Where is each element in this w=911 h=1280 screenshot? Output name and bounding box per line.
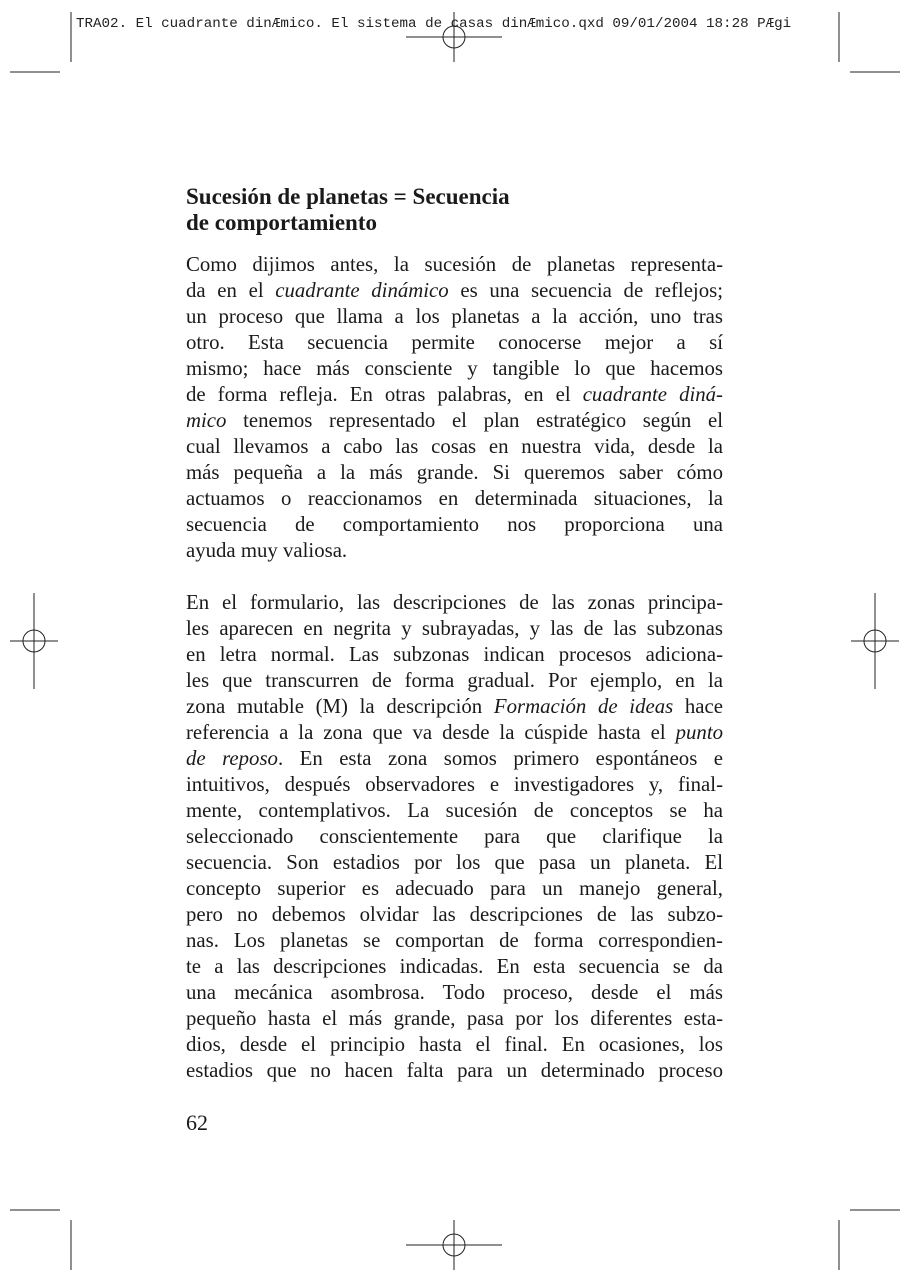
text-line: [186, 460, 723, 486]
text-line: [186, 278, 723, 304]
text-run: ayuda muy valiosa.: [186, 539, 348, 562]
paragraph: [186, 252, 723, 564]
text-line: [186, 1006, 723, 1032]
text-line: [186, 772, 723, 798]
text-line: [186, 486, 723, 512]
text-run: secuencia de comportamiento nos proporciona una: [186, 513, 723, 536]
italic-text: mico: [186, 409, 227, 432]
text-run: un proceso que llama a los planetas a la acción, uno tras: [186, 305, 723, 328]
text-line: [186, 694, 723, 720]
text-run: te a las descripciones indicadas. En esta secuencia se da: [186, 955, 723, 978]
text-line: [186, 538, 723, 564]
text-run: nas. Los planetas se comportan de forma correspondien-: [186, 929, 723, 952]
section-heading: [186, 184, 626, 236]
text-run: da en el: [186, 279, 276, 302]
text-line: [186, 1058, 723, 1084]
text-line: [186, 798, 723, 824]
text-run: otro. Esta secuencia permite conocerse mejor a sí: [186, 331, 723, 354]
text-run: una mecánica asombrosa. Todo proceso, desde el más: [186, 981, 723, 1004]
text-line: [186, 668, 723, 694]
paragraph: [186, 590, 723, 1084]
text-run: mismo; hace más consciente y tangible lo que hacemos: [186, 357, 723, 380]
text-run: pero no debemos olvidar las descripciones de las subzo-: [186, 903, 723, 926]
text-run: es una secuencia de reflejos;: [448, 279, 723, 302]
text-run: actuamos o reaccionamos en determinada situaciones, la: [186, 487, 723, 510]
text-run: Como dijimos antes, la sucesión de planetas representa-: [186, 253, 723, 276]
text-line: [186, 616, 723, 642]
italic-text: Formación de ideas: [493, 695, 674, 718]
text-line: [186, 720, 723, 746]
text-line: [186, 876, 723, 902]
text-line: [186, 746, 723, 772]
text-line: [186, 356, 723, 382]
italic-text: punto: [675, 721, 723, 744]
text-line: [186, 850, 723, 876]
text-run: les aparecen en negrita y subrayadas, y las de las subzonas: [186, 617, 723, 640]
text-run: cual llevamos a cabo las cosas en nuestra vida, desde la: [186, 435, 723, 458]
page-number: 62: [186, 1110, 208, 1135]
text-line: [186, 330, 723, 356]
heading-line: Sucesión de planetas = Secuencia: [186, 184, 510, 209]
text-line: [186, 902, 723, 928]
text-line: [186, 512, 723, 538]
italic-text: cuadrante dinámico: [275, 279, 449, 302]
text-run: en letra normal. Las subzonas indican procesos adiciona-: [186, 643, 723, 666]
body-text: [186, 252, 723, 1110]
italic-text: de reposo: [186, 747, 278, 770]
italic-text: cuadrante diná-: [582, 383, 723, 406]
text-line: [186, 928, 723, 954]
text-line: [186, 408, 723, 434]
text-run: zona mutable (M) la descripción: [186, 695, 494, 718]
text-run: pequeño hasta el más grande, pasa por los diferentes esta-: [186, 1007, 723, 1030]
text-line: [186, 1032, 723, 1058]
text-line: [186, 824, 723, 850]
text-run: intuitivos, después observadores e investigadores y, final-: [186, 773, 723, 796]
text-line: [186, 252, 723, 278]
text-run: referencia a la zona que va desde la cúspide hasta el: [186, 721, 676, 744]
text-run: En el formulario, las descripciones de las zonas principa-: [186, 591, 723, 614]
text-run: hace: [673, 695, 723, 718]
heading-line: de comportamiento: [186, 210, 377, 235]
text-run: concepto superior es adecuado para un manejo general,: [186, 877, 723, 900]
text-line: [186, 642, 723, 668]
text-run: estadios que no hacen falta para un determinado proceso: [186, 1059, 723, 1082]
text-run: mente, contemplativos. La sucesión de conceptos se ha: [186, 799, 723, 822]
text-run: . En esta zona somos primero espontáneos e: [277, 747, 723, 770]
print-slug-line: TRA02. El cuadrante dinÆmico. El sistema de casas dinÆmico.qxd 09/01/2004 18:28 PÆgi: [76, 16, 792, 32]
text-run: más pequeña a la más grande. Si queremos saber cómo: [186, 461, 723, 484]
text-run: secuencia. Son estadios por los que pasa un planeta. El: [186, 851, 723, 874]
text-run: de forma refleja. En otras palabras, en el: [186, 383, 583, 406]
text-line: [186, 980, 723, 1006]
text-line: [186, 304, 723, 330]
text-run: dios, desde el principio hasta el final. En ocasiones, los: [186, 1033, 723, 1056]
text-run: tenemos representado el plan estratégico según el: [226, 409, 723, 432]
text-line: [186, 434, 723, 460]
text-line: [186, 954, 723, 980]
text-line: [186, 382, 723, 408]
text-run: seleccionado conscientemente para que clarifique la: [186, 825, 723, 848]
text-line: [186, 590, 723, 616]
text-run: les que transcurren de forma gradual. Por ejemplo, en la: [186, 669, 723, 692]
